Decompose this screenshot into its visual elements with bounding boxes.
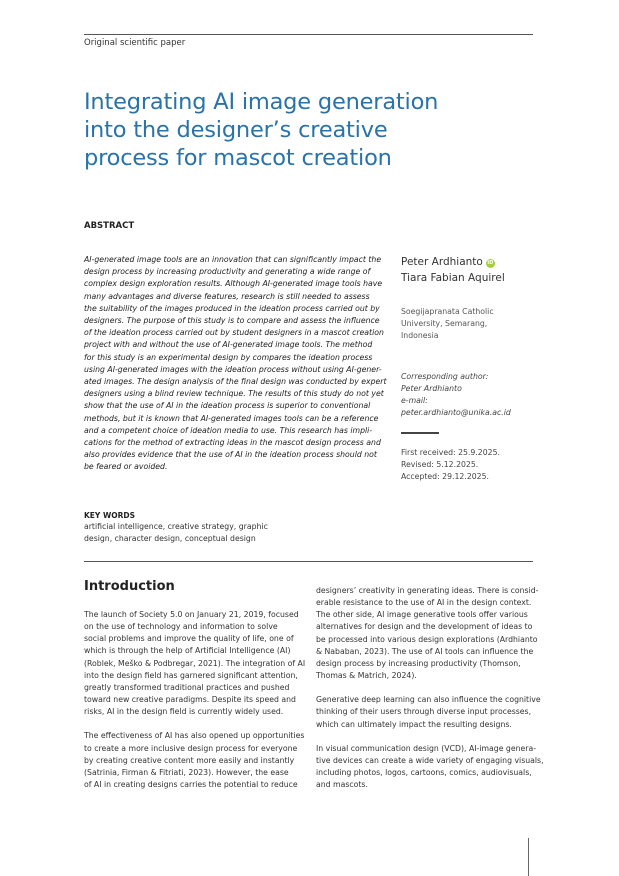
paragraph-line: which is through the help of Artificial Intelligence (AI) xyxy=(84,646,291,656)
abstract-line: for this study is an experimental design by compares the ideation process xyxy=(84,352,373,362)
paragraph-line: (Satrinia, Firman & Fitriati, 2023). However, the ease xyxy=(84,767,289,777)
paragraph-line: The other side, AI image generative tools offer various xyxy=(316,610,528,620)
paragraph-line: which can ultimately impact the resulting designs. xyxy=(316,719,512,729)
paragraph-line: design process by increasing productivity (Thomson, xyxy=(316,658,521,668)
abstract-line: of the ideation process carried out by student designers in a mascot creation xyxy=(84,328,384,338)
paragraph-line: on the use of technology and information to solve xyxy=(84,622,278,632)
keywords-line: artificial intelligence, creative strategy, graphic xyxy=(84,522,268,531)
abstract-body xyxy=(84,254,387,474)
paragraph-line: into the design field has garnered significant attention, xyxy=(84,670,298,680)
paragraph-line: (Roblek, Meško & Podbregar, 2021). The integration of AI xyxy=(84,658,306,668)
paragraph-line: including photos, logos, cartoons, comics, audiovisuals, xyxy=(316,768,532,778)
paper-type-label: Original scientific paper xyxy=(84,38,186,48)
paragraph-line: to create a more inclusive design process for everyone xyxy=(84,743,298,753)
abstract-line: designers using a blind review technique. The results of this study do not yet xyxy=(84,389,384,399)
abstract-line: designers. The purpose of this study is to compare and assess the influence xyxy=(84,316,380,326)
paragraph-line: and mascots. xyxy=(316,780,368,790)
paragraph xyxy=(316,694,541,730)
paragraph-line: Thomas & Matrich, 2024). xyxy=(316,671,417,681)
abstract-line: methods, but it is known that AI-generated images tools can be a reference xyxy=(84,413,379,423)
keywords-heading: KEY WORDS xyxy=(84,511,136,520)
abstract-line: show that the use of AI in the ideation process is superior to conventional xyxy=(84,401,371,411)
affiliation-line: Indonesia xyxy=(401,331,439,340)
corresponding-name: Peter Ardhianto xyxy=(401,384,462,393)
abstract-line: AI-generated image tools are an innovation that can significantly impact the xyxy=(84,255,382,264)
email-label: e-mail: xyxy=(401,396,428,405)
paragraph-line: The launch of Society 5.0 on January 21, 2019, focused xyxy=(84,610,299,619)
page-edge-rule xyxy=(528,838,529,876)
submission-dates xyxy=(401,447,500,483)
header-rule xyxy=(84,34,533,35)
abstract-line: the suitability of the images produced in the ideation process carried out by xyxy=(84,303,380,313)
abstract-line: project with and without the use of AI-generated image tools. The method xyxy=(84,340,373,350)
paragraph-line: social problems and improve the quality of life, one of xyxy=(84,634,294,644)
affiliation-line: Soegijapranata Catholic xyxy=(401,307,494,316)
email-link[interactable]: peter.ardhianto@unika.ac.id xyxy=(401,408,511,417)
paragraph-line: greatly transformed traditional practices and pushed xyxy=(84,682,290,692)
paragraph-line: thinking of their users through diverse input processes, xyxy=(316,707,532,717)
paragraph xyxy=(84,609,304,718)
abstract-line: complex design exploration results. Although AI-generated image tools have xyxy=(84,279,383,289)
abstract-line: many advantages and diverse features, research is still needed to assess xyxy=(84,291,370,301)
paragraph-line: of AI in creating designs carries the potential to reduce xyxy=(84,780,298,790)
date-accepted: Accepted: 29.12.2025. xyxy=(401,472,490,481)
abstract-line: using AI-generated images with the ideation process without using AI-gener- xyxy=(84,364,382,374)
paragraph-line: designers’ creativity in generating ideas. There is consid- xyxy=(316,586,539,595)
paragraph-line: erable resistance to the use of AI in the design context. xyxy=(316,598,532,608)
paragraph-line: risks, AI in the design field is currently widely used. xyxy=(84,707,284,717)
abstract-line: cations for the method of extracting ideas in the mascot design process and xyxy=(84,438,381,448)
abstract-line: ated images. The design analysis of the final design was conducted by expert xyxy=(84,377,387,387)
section-rule xyxy=(84,561,533,562)
abstract-line: design process by increasing productivity and generating a wide range of xyxy=(84,267,371,277)
introduction-left-column xyxy=(84,609,304,803)
corresponding-label: Corresponding author: xyxy=(401,372,489,381)
abstract-line: be feared or avoided. xyxy=(84,462,168,472)
paragraph-line: & Nababan, 2023). The use of AI tools can influence the xyxy=(316,646,534,656)
paragraph-line: alternatives for design and the development of ideas to xyxy=(316,622,533,632)
author-name: Tiara Fabian Aquirel xyxy=(401,272,505,284)
paragraph-line: The effectiveness of AI has also opened up opportunities xyxy=(84,731,305,741)
abstract-line: and a competent choice of ideation media to use. This research has impli- xyxy=(84,425,373,435)
paragraph xyxy=(84,730,304,791)
paragraph xyxy=(316,743,544,792)
corresponding-author xyxy=(401,371,511,419)
abstract-line: also provides evidence that the use of AI in the ideation process should not xyxy=(84,450,377,460)
paper-title xyxy=(84,88,524,172)
orcid-icon[interactable]: iD xyxy=(487,260,494,266)
title-line: Integrating AI image generation xyxy=(84,89,439,115)
affiliation-line: University, Semarang, xyxy=(401,319,488,328)
introduction-right-column xyxy=(316,585,544,803)
paragraph-line: be processed into various design explorations (Ardhianto xyxy=(316,634,538,644)
title-line: process for mascot creation xyxy=(84,145,392,171)
paragraph-line: tive devices can create a wide variety of engaging visuals, xyxy=(316,755,544,765)
keywords-line: design, character design, conceptual design xyxy=(84,534,256,543)
paragraph-line: In visual communication design (VCD), AI-image genera- xyxy=(316,743,537,753)
paragraph-line: toward new creative paradigms. Despite its speed and xyxy=(84,695,296,705)
abstract-heading: ABSTRACT xyxy=(84,221,135,231)
date-received: First received: 25.9.2025. xyxy=(401,448,500,457)
paragraph-line: Generative deep learning can also influence the cognitive xyxy=(316,695,541,705)
author-name xyxy=(401,254,505,270)
dates-divider xyxy=(401,432,439,434)
paragraph xyxy=(316,585,539,682)
affiliation xyxy=(401,306,494,342)
author-name-text: Peter Ardhianto xyxy=(401,256,483,268)
keywords-list xyxy=(84,521,284,545)
paragraph-line: by creating creative content more easily and instantly xyxy=(84,755,295,765)
author-list xyxy=(401,254,505,286)
date-revised: Revised: 5.12.2025. xyxy=(401,460,479,469)
title-line: into the designer’s creative xyxy=(84,117,388,143)
introduction-heading: Introduction xyxy=(84,579,175,594)
